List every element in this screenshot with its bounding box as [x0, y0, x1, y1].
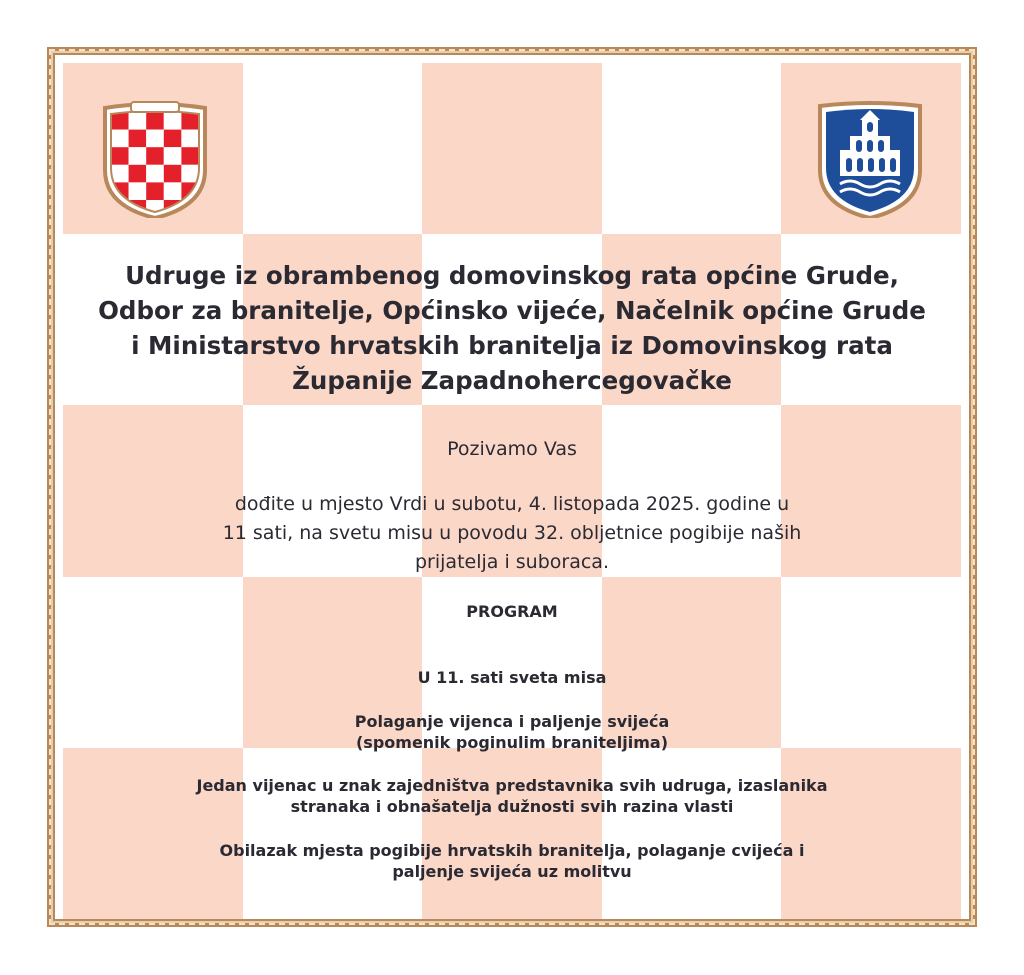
program-item — [60, 667, 964, 688]
program-item-line: (spomenik poginulim braniteljima) — [355, 733, 668, 752]
heading-line: Županije Zapadnohercegovačke — [292, 366, 732, 395]
program-item — [60, 840, 964, 882]
croatian-checkerboard-crest-icon — [101, 100, 209, 218]
invitation-line: 11 sati, na svetu misu u povodu 32. obljetnice pogibije naših — [222, 522, 802, 544]
heading-line: Udruge iz obrambenog domovinskog rata općine Grude, — [125, 261, 899, 290]
organizers-heading — [60, 258, 964, 398]
program-item-line: paljenje svijeća uz molitvu — [392, 862, 632, 881]
invitation-line: prijatelja i suboraca. — [415, 551, 609, 573]
heading-line: Odbor za branitelje, Općinsko vijeće, Načelnik općine Grude — [98, 296, 926, 325]
program-title: PROGRAM — [466, 602, 558, 621]
program-item-line: stranaka i obnašatelja dužnosti svih razina vlasti — [290, 797, 734, 816]
program-item-line: Obilazak mjesta pogibije hrvatskih branitelja, polaganje cvijeća i — [219, 841, 805, 860]
program-item-line: Polaganje vijenca i paljenje svijeća — [354, 712, 670, 731]
invitation-text — [60, 490, 964, 577]
invitation-line: dođite u mjesto Vrdi u subotu, 4. listopada 2025. godine u — [234, 493, 790, 515]
program-item — [60, 711, 964, 753]
church-tower-crest-icon — [816, 100, 924, 218]
program-item — [60, 775, 964, 817]
heading-line: i Ministarstvo hrvatskih branitelja iz Domovinskog rata — [131, 331, 893, 360]
program-item-line: U 11. sati sveta misa — [417, 668, 607, 687]
greeting: Pozivamo Vas — [447, 438, 577, 460]
program-item-line: Jedan vijenac u znak zajedništva predstavnika svih udruga, izaslanika — [196, 776, 828, 795]
